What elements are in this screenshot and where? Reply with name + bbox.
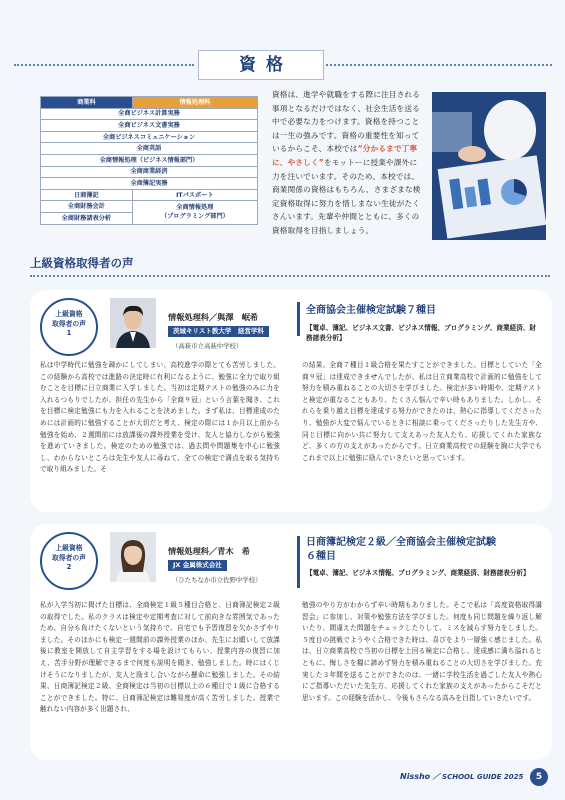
- footer-separator: ／: [432, 773, 443, 781]
- person-name: 情報処理科／與澤 岷希: [168, 312, 259, 322]
- table-row: 全商英語: [41, 143, 258, 155]
- table-row: 全商ビジネス文書実務: [41, 120, 258, 132]
- page-title: 資格: [239, 55, 293, 75]
- section-title: 上級資格取得者の声: [30, 256, 134, 270]
- voice-body-left: 私が入学当初に掲げた目標は、全商検定１級５種目合格と、日商簿記検定２級の取得でした。私のクラスは検定や定期考査に対して前向きな雰囲気であったため、自分も負けたくないという気持ちで、自宅でも予習復習を欠かさずやりました。そのほかにも検定一週間前の課外授業のほか、先生にお願いして放課後に教室を開放して自主学習をする場を設けてもらい、授業内容の復習に加え、苦手分野が理解できるまで何度も説明を聞き、勉強しました。時にはくじけそうになりましたが、友人と励まし合いながら懸命に勉強しました。その結果、日商簿記検定２級、全商検定は当初の目標以上の６種目で１級に合格することができました。特に、日商簿記検定は難易度が高く苦労しました。授業で触れない内容が多く出題され、: [40, 601, 280, 714]
- page-header: [0, 50, 565, 80]
- destination-badge: JX 金属株式会社: [168, 560, 227, 571]
- title-accent-bar: [297, 536, 300, 588]
- photo-illustration: [432, 92, 546, 240]
- table-header-info: 情報処理科: [132, 97, 257, 109]
- voice-card-2: [30, 524, 552, 760]
- title-accent-bar: [297, 302, 300, 336]
- intro-paragraph: [272, 88, 422, 238]
- intro-highlight: “分かるまで丁寧に、やさしく”: [272, 144, 418, 167]
- header-divider-left: [14, 64, 194, 66]
- header-divider-right: [326, 64, 552, 66]
- origin-school: （高萩市立高萩中学校）: [172, 342, 243, 350]
- voice-body-right: 勉強のやり方がわからず辛い時期もありました。そこで私は「高度資格取得講習会」に参加し、対策や勉強方法を学びました。何度も同じ問題を繰り返し解いたり、間違えた問題をチェックしたりして、ミスを減らす努力をしました。５度目の挑戦でようやく合格できた時は、喜びをより一層強く感じました。私は、日立商業高校で当初の目標を上回る検定に合格し、達成感に満ち溢れるとともに、悔しさを糧に諦めず努力を積み重ねることの大切さを学びました。充実した３年間を送ることができたのは、一緒に学校生活を過ごした友人や熱心にご指導いただいた先生方、応援してくれた家族の支えがあったからこそだと思います。この経験を活かし、今後もさらなる高みを目指していきたいです。: [302, 601, 542, 702]
- voice-body-right: の結果、全商７種目１級合格を果たすことができました。目標としていた「全商９冠」は達成できませんでしたが、私は日立商業高校で計画的に勉強をして努力を積み重ねることの大切さを学びました。検定が多い時期や、定期テストと検定が重なることもあり、たくさん悩んで辛い時もありました。しかし、それらを乗り越え目標を達成する努力ができたのは、熱心に指導してくださったり、勉強が大変で悩んでいるときに相談に乗ってくださったりした先生方や、同じ目標に向かい共に努力して支えあった友人たち、応援してくれた家族など、多くの方の支えがあったからです。日立商業高校での経験を胸に大学でもこれまで以上に勉強に励んでいきたいと思っています。: [302, 361, 542, 462]
- cert-subtitle: 【電卓、簿記、ビジネス文書、ビジネス情報、プログラミング、商業経済、財務諸表分析】: [306, 324, 536, 342]
- intro-text: 資格は、進学や就職をする際に注目される事項となるだけではなく、社会生活を送る中で必要な力をつけます。資格を持つことは一生の強みです。資格の重要性を知っているからこそ、本校では: [272, 90, 421, 154]
- table-cell: 日商簿記: [41, 189, 133, 201]
- page-number: 5: [530, 768, 548, 786]
- business-photo: [432, 92, 546, 240]
- section-divider: [30, 275, 550, 277]
- avatar-illustration: [110, 532, 156, 582]
- avatar: [110, 532, 156, 582]
- cert-subtitle: 【電卓、簿記、ビジネス情報、プログラミング、商業経済、財務諸表分析】: [306, 569, 530, 577]
- voice-badge: [40, 298, 98, 356]
- avatar: [110, 298, 156, 348]
- table-cell: 全商財務諸表分析: [41, 212, 133, 224]
- cert-title: 日商簿記検定２級／全商協会主催検定試験６種目: [306, 537, 496, 562]
- table-row: 全商商業経済: [41, 166, 258, 178]
- person-name: 情報処理科／青木 希: [168, 546, 250, 556]
- origin-school: （ひたちなか市立佐野中学校）: [172, 576, 262, 584]
- table-cell: ITパスポート: [132, 189, 257, 201]
- qualification-table: [40, 96, 258, 225]
- table-cell: 全商財務会計: [41, 201, 133, 213]
- table-cell-text: （プログラミング部門）: [160, 213, 229, 221]
- avatar-illustration: [110, 298, 156, 348]
- voice-body-left: 私は中学時代に勉強を疎かにしてしまい、高校進学の際とても苦労しました。この経験から高校では進路の決定時に有利になるように、勉強に全力で取り組むことを目標に日立商業に入学しました。当初は定期テストの勉強のみに力を入れるつもりでしたが、担任の先生から「全商９冠」という言葉を聞き、これを目標に検定勉強にも力を入れることを決めました。まず私は、目標達成のためには計画的に勉強することが大切だと考え、検定の際には１か月以上前から勉強を始め、２週間前には放課後の課外授業を受け、友人と協力しながら勉強を進めていきました。検定のための勉強では、過去問や問題集を中心に勉強し、わからないところは先生や友人に尋ねて、全ての検定で満点を取る気持ちで取り組みました。そ: [40, 361, 280, 474]
- table-row: 全商情報処理（ビジネス情報部門）: [41, 154, 258, 166]
- footer: [400, 772, 523, 782]
- badge-number: 1: [66, 329, 72, 337]
- voice-card-1: [30, 290, 552, 512]
- voice-badge: [40, 532, 98, 590]
- table-row: 全商ビジネス計算実務: [41, 108, 258, 120]
- destination-badge: 茨城キリスト教大学 経営学科: [168, 326, 269, 337]
- table-cell-programming: [132, 201, 257, 224]
- table-row: 全商ビジネスコミュニケーション: [41, 131, 258, 143]
- table-header-commerce: 商業科: [41, 97, 133, 109]
- cert-title: 全商協会主催検定試験７種目: [306, 305, 436, 316]
- badge-line: 取得者の声: [52, 319, 86, 328]
- badge-line: 上級資格: [55, 310, 83, 318]
- footer-guide: SCHOOL GUIDE 2025: [442, 773, 524, 781]
- badge-number: 2: [66, 563, 72, 571]
- table-row: 全商簿記実務: [41, 178, 258, 190]
- footer-brand: Nissho: [400, 772, 431, 781]
- page-title-box: [198, 50, 324, 80]
- badge-line: 上級資格: [55, 544, 83, 552]
- badge-line: 取得者の声: [52, 553, 86, 562]
- table-cell-text: 全商情報処理: [176, 204, 214, 212]
- intro-text-2: をモットーに授業や課外に力を注いでいます。そのため、本校では、商業関係の資格はもちろん、さまざまな検定資格取得に努力を惜しまない生徒がたくさんいます。先輩や仲間とともに、多くの資格取得を目指しましょう。: [272, 157, 421, 235]
